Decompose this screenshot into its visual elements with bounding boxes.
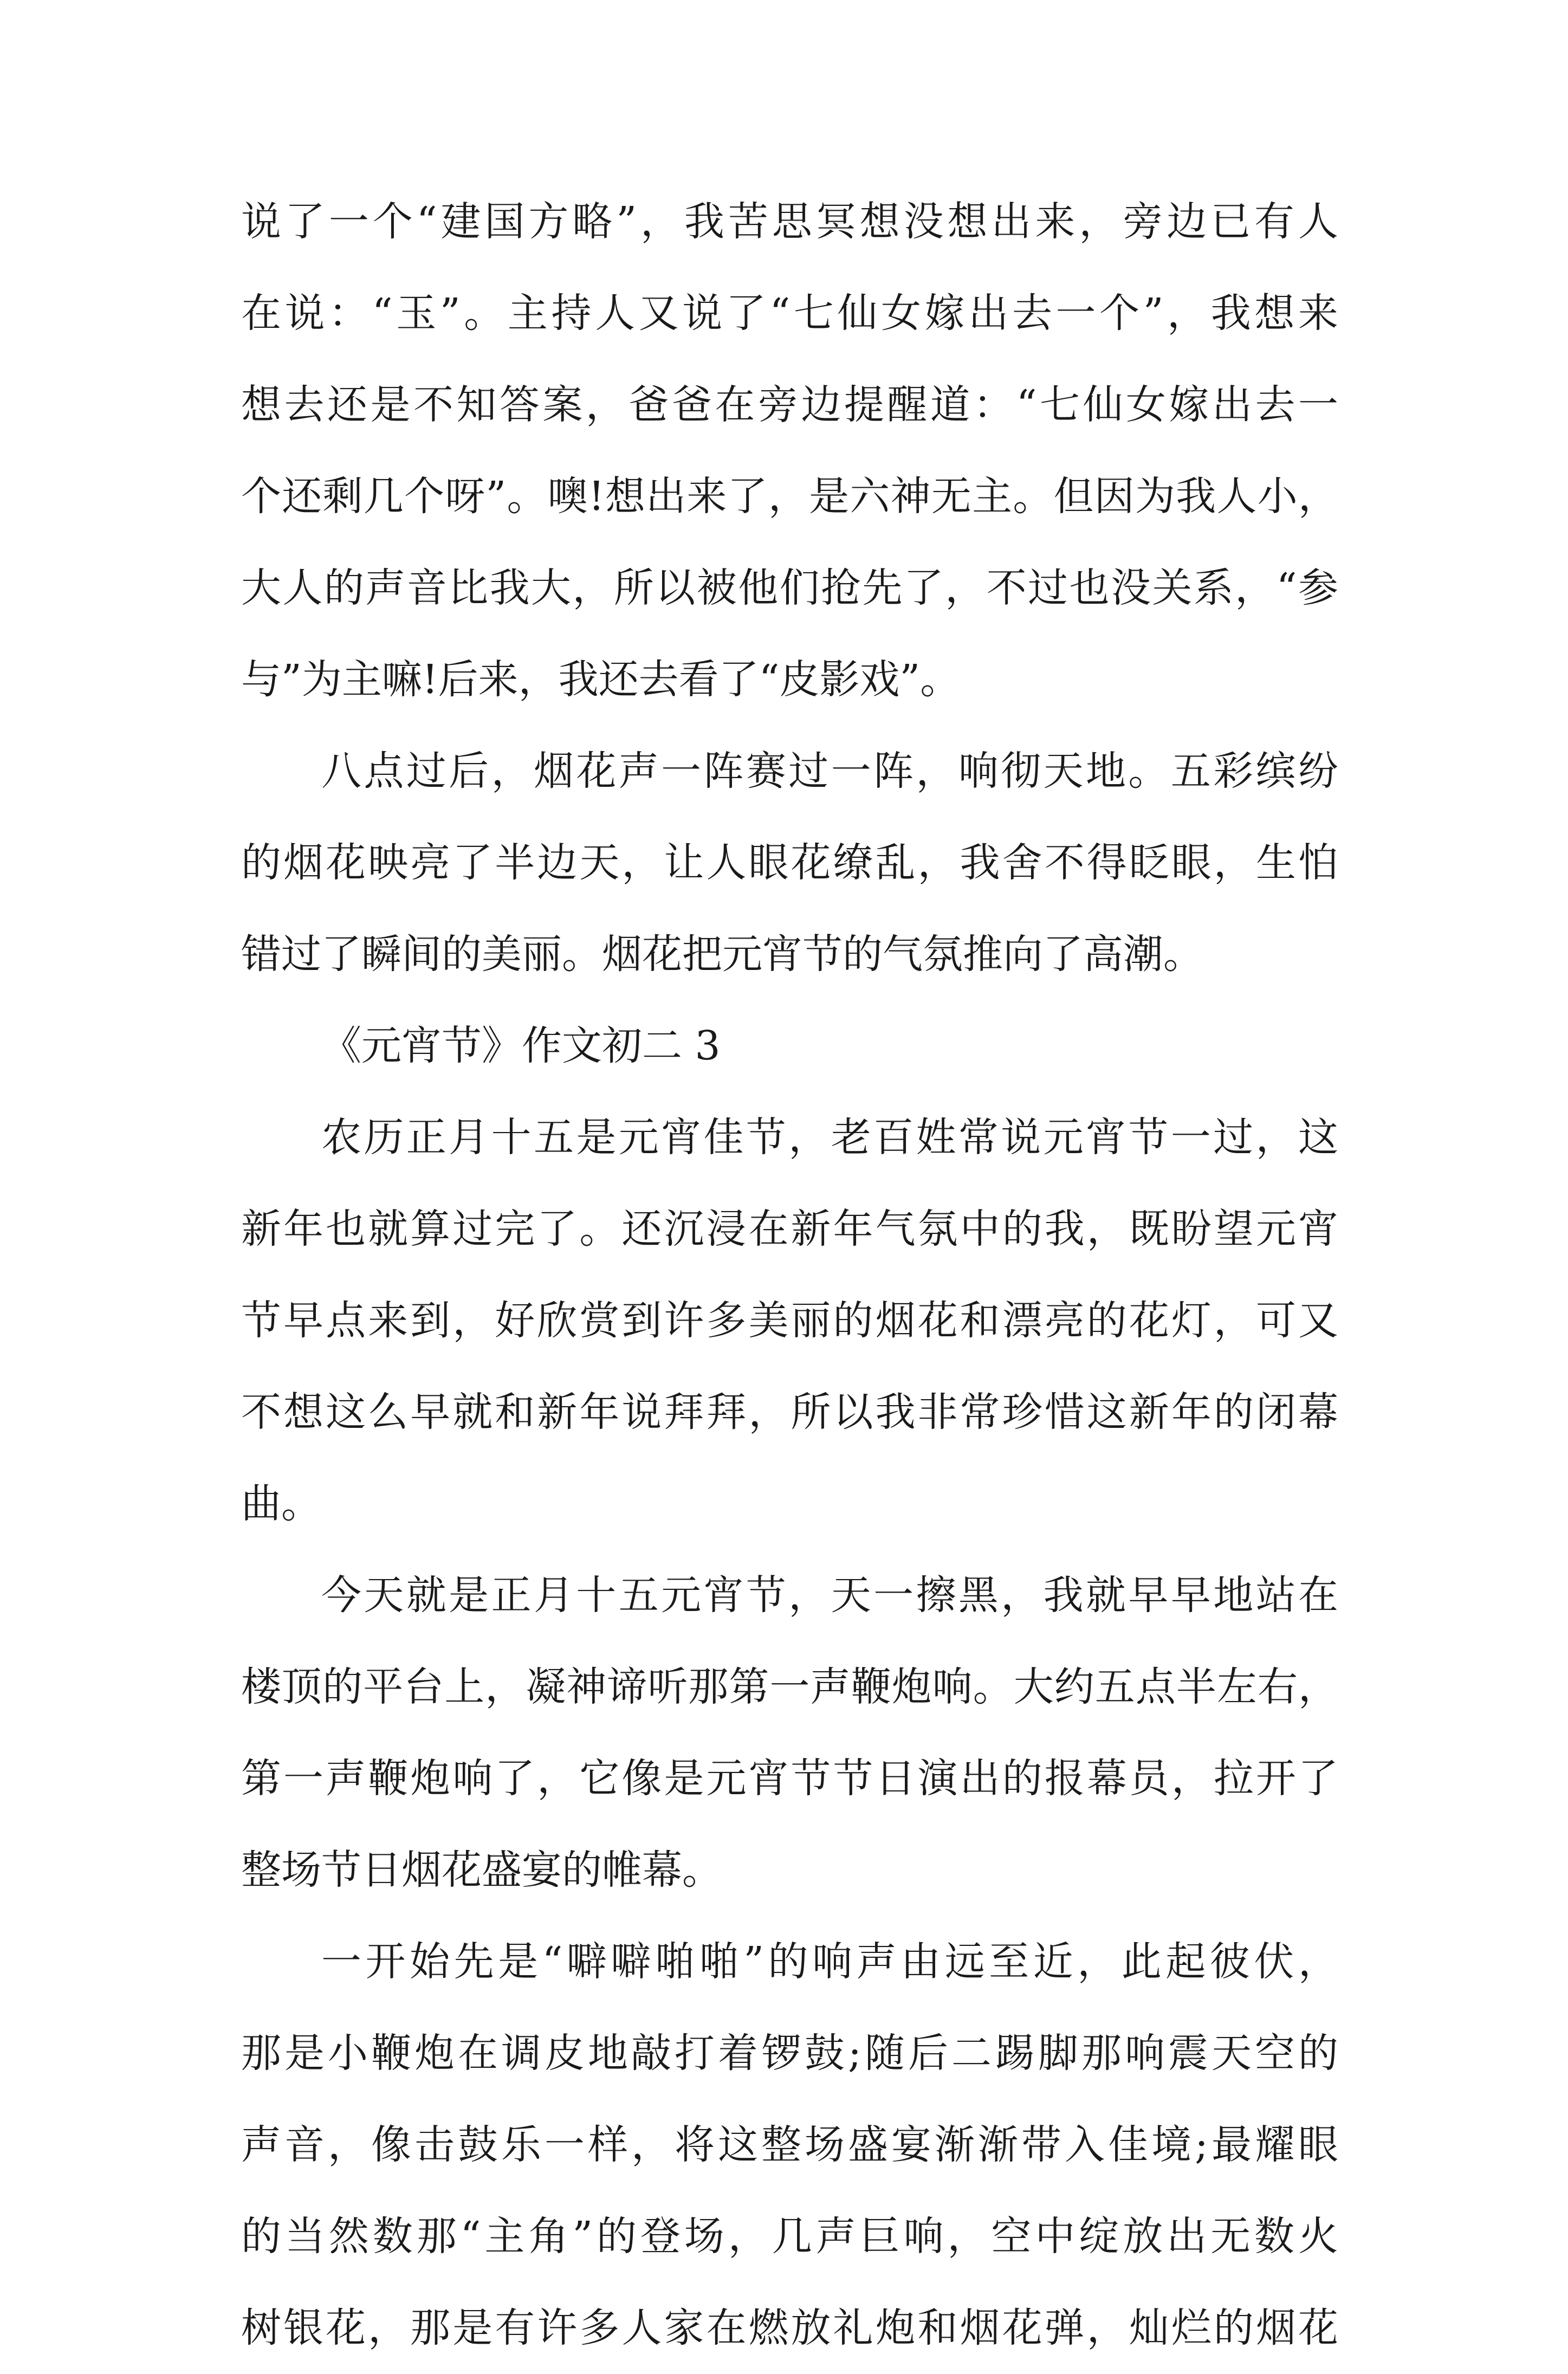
text-line: 农历正月十五是元宵佳节，老百姓常说元宵节一过，这 [321, 1114, 1338, 1161]
text-line: 声音，像击鼓乐一样，将这整场盛宴渐渐带入佳境;最耀眼 [241, 2121, 1338, 2168]
document-body [241, 176, 1338, 2374]
text-line: 今天就是正月十五元宵节，天一擦黑，我就早早地站在 [321, 1572, 1338, 1619]
section-heading: 《元宵节》作文初二 3 [321, 1023, 721, 1069]
text-line: 大人的声音比我大，所以被他们抢先了，不过也没关系，“参 [241, 565, 1338, 611]
text-line: 树银花，那是有许多人家在燃放礼炮和烟花弹，灿烂的烟花 [241, 2305, 1338, 2351]
text-line: 的烟花映亮了半边天，让人眼花缭乱，我舍不得眨眼，生怕 [241, 839, 1338, 886]
text-line: 说了一个“建国方略”，我苦思冥想没想出来，旁边已有人 [241, 198, 1338, 245]
text-line: 想去还是不知答案，爸爸在旁边提醒道：“七仙女嫁出去一 [241, 381, 1338, 428]
text-line: 的当然数那“主角”的登场，几声巨响，空中绽放出无数火 [241, 2213, 1338, 2260]
text-line: 楼顶的平台上，凝神谛听那第一声鞭炮响。大约五点半左右， [241, 1664, 1338, 1710]
text-line: 不想这么早就和新年说拜拜，所以我非常珍惜这新年的闭幕 [241, 1389, 1338, 1435]
text-line: 一开始先是“噼噼啪啪”的响声由远至近，此起彼伏， [321, 1938, 1338, 1985]
text-line: 节早点来到，好欣赏到许多美丽的烟花和漂亮的花灯，可又 [241, 1297, 1338, 1344]
text-line: 那是小鞭炮在调皮地敲打着锣鼓;随后二踢脚那响震天空的 [241, 2030, 1338, 2077]
text-line: 新年也就算过完了。还沉浸在新年气氛中的我，既盼望元宵 [241, 1206, 1338, 1252]
text-line: 八点过后，烟花声一阵赛过一阵，响彻天地。五彩缤纷 [321, 748, 1338, 794]
text-line: 个还剩几个呀”。噢!想出来了，是六神无主。但因为我人小， [241, 473, 1338, 520]
text-line: 与”为主嘛!后来，我还去看了“皮影戏”。 [241, 656, 961, 703]
text-line: 第一声鞭炮响了，它像是元宵节节日演出的报幕员，拉开了 [241, 1755, 1338, 1802]
text-line: 曲。 [241, 1480, 321, 1527]
text-line: 整场节日烟花盛宴的帷幕。 [241, 1847, 722, 1893]
text-line: 在说：“玉”。主持人又说了“七仙女嫁出去一个”，我想来 [241, 290, 1338, 337]
text-line: 错过了瞬间的美丽。烟花把元宵节的气氛推向了高潮。 [241, 931, 1203, 978]
